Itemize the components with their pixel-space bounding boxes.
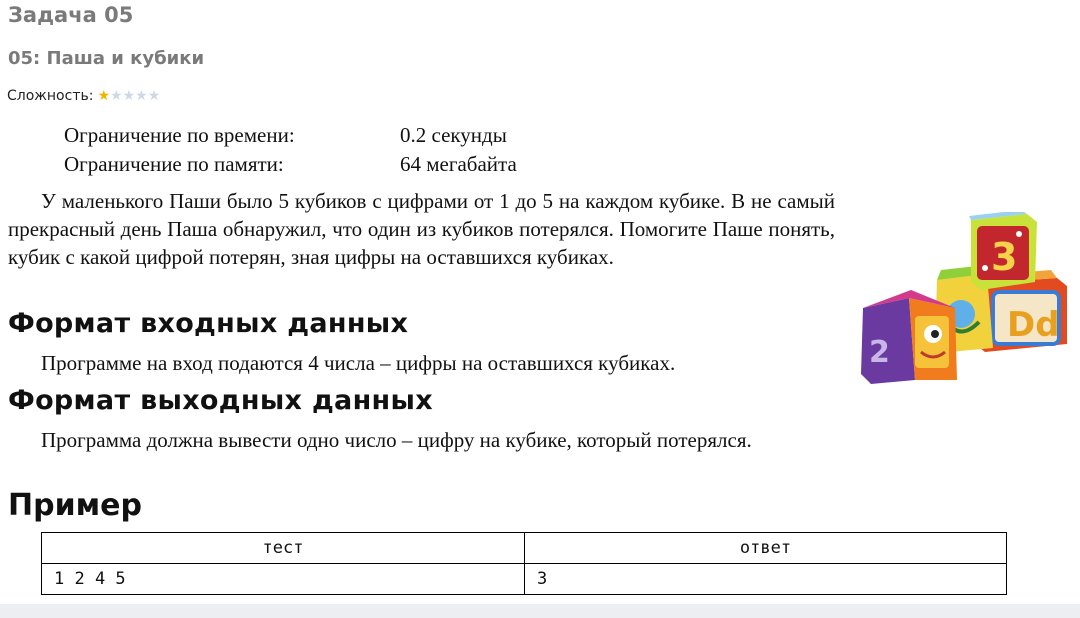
difficulty-rating: [7, 88, 160, 104]
example-header-row: [42, 533, 1007, 564]
cube-two-glyph: 2: [869, 335, 890, 370]
task-heading: Задача 05: [8, 3, 134, 27]
cube-three: [969, 212, 1037, 290]
toy-cubes-image: [857, 212, 1071, 385]
table-row: [42, 564, 1007, 595]
difficulty-label: Сложность:: [7, 88, 94, 104]
example-answer-cell: 3: [525, 564, 1007, 595]
star-empty-icon: ★: [147, 88, 161, 104]
task-subtitle: 05: Паша и кубики: [8, 48, 205, 69]
example-table: [41, 532, 1007, 595]
example-title: Пример: [8, 488, 142, 523]
statement-text: У маленького Паши было 5 кубиков с цифрами от 1 до 5 на каждом кубике. В не самый прекрасный день Паша обнаружил, что один из кубиков потерялся. Помогите Паше понять, кубик с какой цифрой потерян, зная цифры на оставшихся кубиках.: [8, 189, 835, 269]
bottom-bar: [0, 604, 1080, 618]
output-format-text-block: [8, 426, 835, 454]
input-format-text-block: [8, 349, 835, 377]
input-format-text: Программе на вход подаются 4 числа – цифры на оставшихся кубиках.: [41, 351, 676, 375]
limit-label: Ограничение по времени:: [64, 123, 295, 147]
star-empty-icon: ★: [135, 88, 148, 104]
output-format-text: Программа должна вывести одно число – цифру на кубике, который потерялся.: [41, 428, 752, 452]
example-test-cell: 1 2 4 5: [42, 564, 525, 595]
cube-three-glyph: 3: [991, 235, 1018, 279]
difficulty-stars: [97, 89, 160, 103]
output-format-title: Формат выходных данных: [8, 385, 433, 416]
example-header-answer: ответ: [525, 533, 1007, 564]
cube-two: [861, 290, 957, 384]
input-format-title: Формат входных данных: [8, 308, 409, 339]
limits-table: [64, 121, 517, 179]
cube-dd-glyph: Dd: [1007, 305, 1060, 345]
problem-statement: [8, 187, 835, 271]
limit-label: Ограничение по памяти:: [64, 152, 284, 176]
limit-value: 0.2 секунды: [400, 123, 507, 147]
star-filled-icon: ★: [97, 88, 111, 104]
star-empty-icon: ★: [122, 88, 136, 104]
limit-row-memory: [64, 150, 517, 179]
example-header-test: тест: [42, 533, 525, 564]
limit-value: 64 мегабайта: [400, 152, 517, 176]
limit-row-time: [64, 121, 517, 150]
star-empty-icon: ★: [110, 88, 123, 104]
